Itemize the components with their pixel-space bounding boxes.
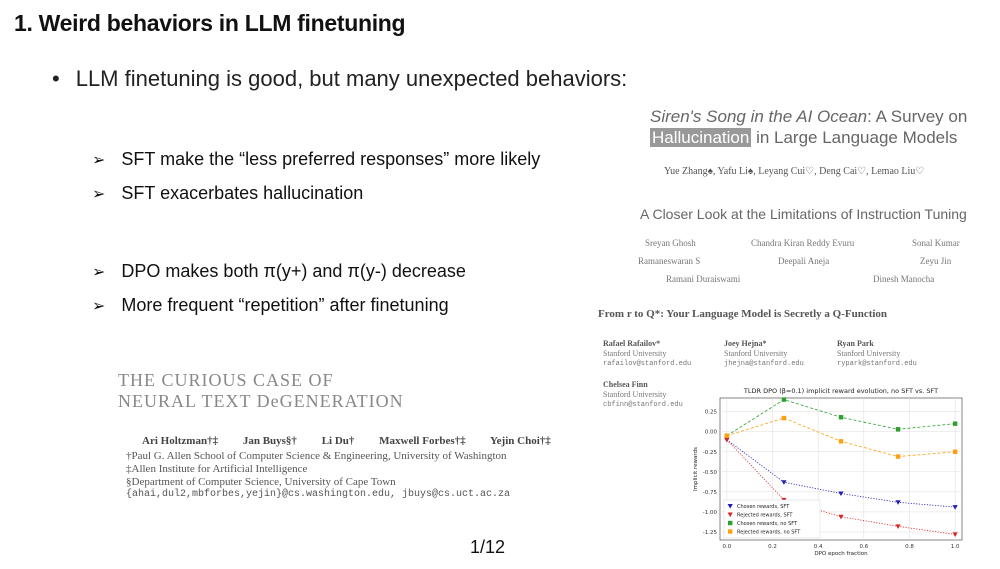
y-tick-label: -1.25 (702, 529, 717, 536)
legend-entry: Chosen rewards, no SFT (737, 521, 798, 527)
curious-title-line1: THE CURIOUS CASE OF (118, 370, 334, 390)
main-bullet-text: LLM finetuning is good, but many unexpected behaviors: (75, 66, 628, 91)
author-email: rafailov@stanford.edu (603, 360, 692, 368)
legend-entry: Rejected rewards, no SFT (737, 529, 801, 536)
sub-bullet-text: SFT exacerbates hallucination (121, 183, 364, 203)
closer-author: Ramani Duraiswami (666, 274, 741, 284)
sub-bullet-3 (92, 261, 466, 282)
y-tick-label: -0.25 (702, 449, 717, 456)
author-name: Rafael Rafailov* (603, 339, 661, 348)
curious-affiliation: §Department of Computer Science, University of Cape Town (126, 476, 396, 488)
arrow-icon: ➢ (92, 186, 106, 203)
curious-title-line2: NEURAL TEXT DeGENERATION (118, 391, 404, 411)
arrow-icon: ➢ (92, 152, 106, 169)
author-name: Jan Buys§† (242, 435, 297, 447)
siren-highlight: Hallucination (652, 128, 750, 147)
chart-title: TLDR DPO (β=0.1) implicit reward evolution, no SFT vs. SFT (743, 387, 939, 395)
sub-bullet-2 (92, 183, 363, 204)
y-tick-label: -1.00 (702, 509, 717, 516)
qfunction-author-block (837, 339, 917, 369)
siren-title-rest: : A Survey on (867, 107, 968, 126)
y-axis-label: Implicit rewards (693, 447, 699, 491)
x-tick-label: 0.6 (859, 544, 869, 550)
siren-paper-title (650, 106, 967, 148)
qfunction-author-block (603, 339, 691, 369)
page-number: 1/12 (470, 537, 506, 557)
author-email: rypark@stanford.edu (837, 360, 917, 368)
siren-title-line2: in Large Language Models (751, 128, 958, 147)
author-name: Joey Hejna* (724, 339, 767, 348)
legend-marker (728, 521, 732, 525)
legend-entry: Rejected rewards, SFT (737, 512, 793, 519)
x-tick-label: 0.8 (905, 544, 914, 550)
x-tick-label: 1.0 (950, 544, 960, 550)
siren-title-italic: Siren's Song in the AI Ocean (650, 107, 868, 126)
author-name: Maxwell Forbes†‡ (379, 435, 466, 447)
data-point (953, 450, 957, 454)
slide-title: 1. Weird behaviors in LLM finetuning (14, 10, 406, 36)
x-axis-label: DPO epoch fraction (814, 551, 868, 557)
data-point (782, 397, 786, 401)
sub-bullet-1 (92, 149, 540, 170)
data-point (896, 454, 900, 458)
y-tick-label: -0.50 (702, 469, 717, 476)
data-point (782, 416, 786, 420)
curious-emails: {ahai,dul2,mbforbes,yejin}@cs.washington.edu, jbuys@cs.uct.ac.za (126, 489, 511, 500)
y-tick-label: 0.00 (704, 429, 717, 436)
sub-bullet-text: More frequent “repetition” after finetuning (121, 295, 449, 315)
curious-affiliation: †Paul G. Allen School of Computer Science & Engineering, University of Washington (126, 450, 507, 462)
closer-author: Ramaneswaran S (638, 256, 701, 266)
legend-marker (728, 529, 732, 533)
sub-bullet-text: DPO makes both π(y+) and π(y-) decrease (121, 261, 466, 281)
x-tick-label: 0.4 (813, 544, 823, 550)
author-affil: Stanford University (837, 349, 901, 358)
closer-author: Zeyu Jin (920, 256, 952, 266)
author-email: cbfinn@stanford.edu (603, 401, 683, 409)
x-tick-label: 0.0 (722, 544, 732, 550)
y-tick-label: -0.75 (702, 489, 717, 496)
bullet-dot: • (52, 66, 60, 91)
closer-paper-title: A Closer Look at the Limitations of Instruction Tuning (640, 206, 967, 222)
implicit-reward-chart (690, 384, 970, 564)
qfunction-author-block (724, 339, 804, 369)
closer-author: Chandra Kiran Reddy Evuru (751, 238, 855, 248)
data-point (896, 427, 900, 431)
closer-author: Deepali Aneja (778, 256, 830, 266)
sub-bullet-text: SFT make the “less preferred responses” more likely (121, 149, 541, 169)
author-name: Ari Holtzman†‡ (142, 435, 219, 447)
data-point (953, 421, 957, 425)
qfunction-author-block (603, 380, 683, 410)
author-affil: Stanford University (603, 390, 667, 399)
author-name: Li Du† (321, 435, 355, 447)
data-point (839, 415, 843, 419)
closer-author: Sonal Kumar (912, 238, 960, 248)
qfunction-paper-title: From r to Q*: Your Language Model is Secretly a Q-Function (598, 308, 888, 320)
curious-paper-title (118, 370, 404, 412)
author-affil: Stanford University (603, 349, 667, 358)
arrow-icon: ➢ (92, 264, 106, 281)
siren-authors: Yue Zhang♠, Yafu Li♠, Leyang Cui♡, Deng Cai♡, Lemao Liu♡ (664, 166, 925, 177)
data-point (839, 439, 843, 443)
main-bullet (52, 66, 627, 92)
closer-author: Dinesh Manocha (873, 274, 935, 284)
author-name: Yejin Choi†‡ (489, 435, 551, 447)
sub-bullet-4 (92, 295, 449, 316)
curious-authors (142, 435, 551, 447)
arrow-icon: ➢ (92, 298, 106, 315)
author-name: Ryan Park (837, 339, 874, 348)
closer-author: Sreyan Ghosh (645, 238, 696, 248)
legend-entry: Chosen rewards, SFT (737, 504, 790, 510)
curious-affiliation: ‡Allen Institute for Artificial Intelligence (126, 463, 308, 475)
author-name: Chelsea Finn (603, 380, 648, 389)
data-point (725, 434, 729, 438)
author-email: jhejna@stanford.edu (724, 360, 804, 368)
y-tick-label: 0.25 (704, 409, 717, 416)
x-tick-label: 0.2 (768, 544, 777, 550)
author-affil: Stanford University (724, 349, 788, 358)
